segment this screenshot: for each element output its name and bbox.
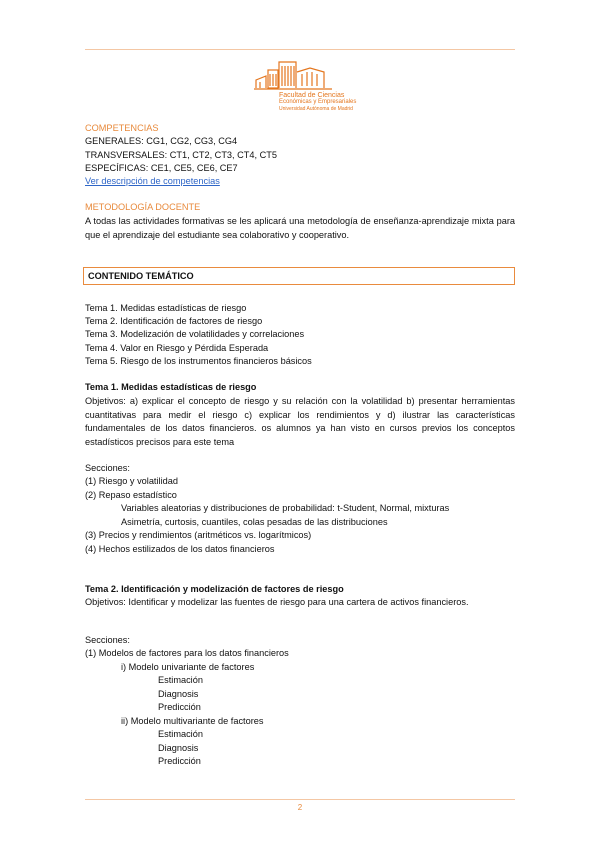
tema1-seccion-4: (4) Hechos estilizados de los datos financieros <box>85 544 275 554</box>
tema2-seccion-1: (1) Modelos de factores para los datos financieros <box>85 648 289 658</box>
contenido-title: CONTENIDO TEMÁTICO <box>88 271 194 281</box>
tema1-seccion-2a: Variables aleatorias y distribuciones de probabilidad: t-Student, Normal, mixturas <box>121 503 450 513</box>
tema1-title: Tema 1. Medidas estadísticas de riesgo <box>85 382 257 392</box>
metodologia-body: A todas las actividades formativas se les aplicará una metodología de enseñanza-aprendizaje mixta para que el aprendizaje del estudiante sea colaborativo y cooperativo. <box>85 216 515 240</box>
logo-line-1: Facultad de Ciencias <box>279 92 345 99</box>
tema2-modelo-univariante: i) Modelo univariante de factores <box>121 662 255 672</box>
tema-list-item: Tema 5. Riesgo de los instrumentos financieros básicos <box>85 356 312 366</box>
competencias-especificas: ESPECÍFICAS: CE1, CE5, CE6, CE7 <box>85 163 238 173</box>
tema2-univariante-item: Diagnosis <box>158 689 199 699</box>
tema2-multivariante-item: Predicción <box>158 756 201 766</box>
footer-rule <box>85 799 515 800</box>
contenido-tematico-box <box>83 267 515 285</box>
logo-line-2: Económicas y Empresariales <box>279 99 357 105</box>
tema2-multivariante-item: Diagnosis <box>158 743 199 753</box>
logo-line-3: Universidad Autónoma de Madrid <box>279 106 353 112</box>
tema1-seccion-2b: Asimetría, curtosis, cuantiles, colas pesadas de las distribuciones <box>121 517 388 527</box>
tema2-univariante-item: Estimación <box>158 675 203 685</box>
tema1-objetivos: Objetivos: a) explicar el concepto de riesgo y su relación con la volatilidad b) presentar herramientas cuantitativas para medir el riesgo c) explicar los rendimientos y d) ilustrar las características fundamentales de los datos financieros. os alumnos ya han visto en cursos previos los conceptos estadísticos precisos para este tema <box>85 396 515 447</box>
tema-list-item: Tema 1. Medidas estadísticas de riesgo <box>85 303 247 313</box>
tema2-objetivos: Objetivos: Identificar y modelizar las fuentes de riesgo para una cartera de activos financieros. <box>85 597 469 607</box>
tema1-secciones-label: Secciones: <box>85 463 130 473</box>
competencias-link[interactable]: Ver descripción de competencias <box>85 176 220 186</box>
tema2-modelo-multivariante: ii) Modelo multivariante de factores <box>121 716 264 726</box>
tema1-seccion-3: (3) Precios y rendimientos (aritméticos vs. logarítmicos) <box>85 530 312 540</box>
metodologia-title: METODOLOGÍA DOCENTE <box>85 202 201 212</box>
tema1-seccion-1: (1) Riesgo y volatilidad <box>85 476 178 486</box>
tema2-multivariante-item: Estimación <box>158 729 203 739</box>
competencias-title: COMPETENCIAS <box>85 123 159 133</box>
tema-list-item: Tema 2. Identificación de factores de riesgo <box>85 316 263 326</box>
tema-list-item: Tema 4. Valor en Riesgo y Pérdida Esperada <box>85 343 269 353</box>
tema2-univariante-item: Predicción <box>158 702 201 712</box>
tema-list-item: Tema 3. Modelización de volatilidades y correlaciones <box>85 329 305 339</box>
header-rule <box>85 49 515 50</box>
competencias-transversales: TRANSVERSALES: CT1, CT2, CT3, CT4, CT5 <box>85 150 277 160</box>
competencias-generales: GENERALES: CG1, CG2, CG3, CG4 <box>85 136 238 146</box>
page-number: 2 <box>297 803 303 812</box>
tema1-seccion-2: (2) Repaso estadístico <box>85 490 177 500</box>
tema2-secciones-label: Secciones: <box>85 635 130 645</box>
tema2-title: Tema 2. Identificación y modelización de factores de riesgo <box>85 584 344 594</box>
